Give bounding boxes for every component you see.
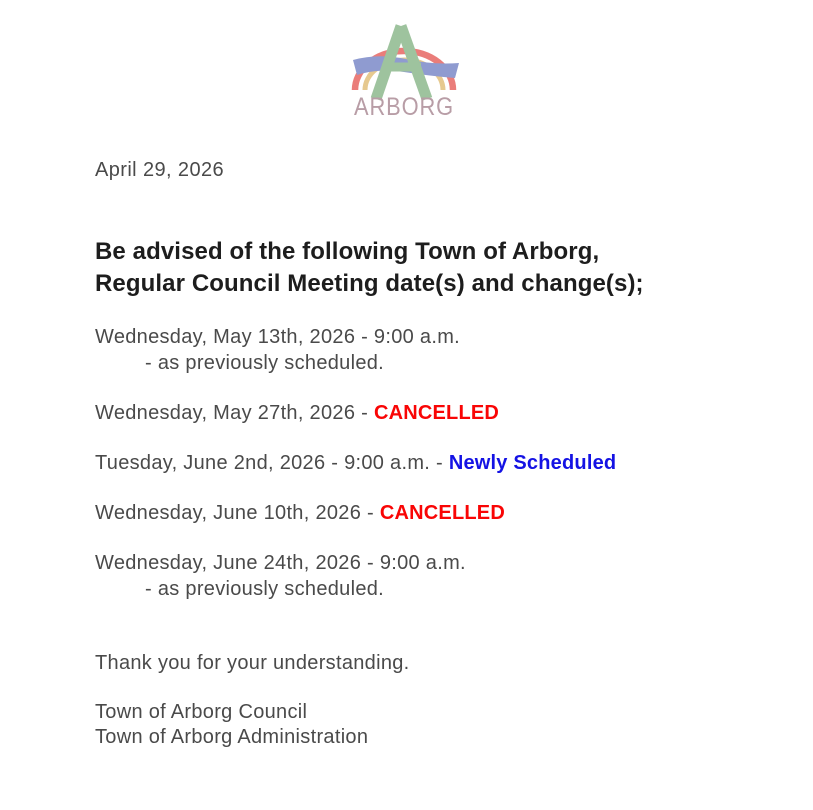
signature-block [95,700,755,750]
meeting-status-cancelled: CANCELLED [373,402,500,424]
meeting-list [95,324,755,602]
meeting-status-cancelled: CANCELLED [379,502,505,524]
meeting-item [95,450,755,476]
meeting-text: Wednesday, May 27th, 2026 - [95,402,374,424]
notice-heading [95,236,755,300]
meeting-date-line [95,450,755,476]
arborg-logo-graphic [338,12,478,127]
meeting-note: - as previously scheduled. [145,352,385,374]
meeting-text: Wednesday, June 10th, 2026 - [95,502,380,524]
meeting-item [95,324,755,376]
signature-line-administration: Town of Arborg Administration [95,726,369,748]
meeting-date-line [95,550,755,576]
meeting-item [95,400,755,426]
logo-letter-a [376,26,427,99]
notice-content [95,158,755,750]
meeting-text: Tuesday, June 2nd, 2026 - 9:00 a.m. - [95,452,449,474]
logo-wordmark: ARBORG [354,93,454,121]
meeting-note: - as previously scheduled. [145,578,385,600]
arborg-logo [338,12,478,127]
meeting-date-line [95,400,755,426]
meeting-item [95,500,755,526]
heading-line-2: Regular Council Meeting date(s) and change(s); [95,270,644,297]
meeting-item [95,550,755,602]
meeting-status-newly-scheduled: Newly Scheduled [448,452,617,474]
meeting-text: Wednesday, June 24th, 2026 - 9:00 a.m. [95,552,466,574]
meeting-date-line [95,500,755,526]
meeting-text: Wednesday, May 13th, 2026 - 9:00 a.m. [95,326,461,348]
heading-line-1: Be advised of the following Town of Arborg, [95,238,600,265]
notice-date: April 29, 2026 [95,159,225,181]
signature-line-council: Town of Arborg Council [95,701,308,723]
meeting-date-line [95,324,755,350]
closing-text: Thank you for your understanding. [95,652,410,674]
